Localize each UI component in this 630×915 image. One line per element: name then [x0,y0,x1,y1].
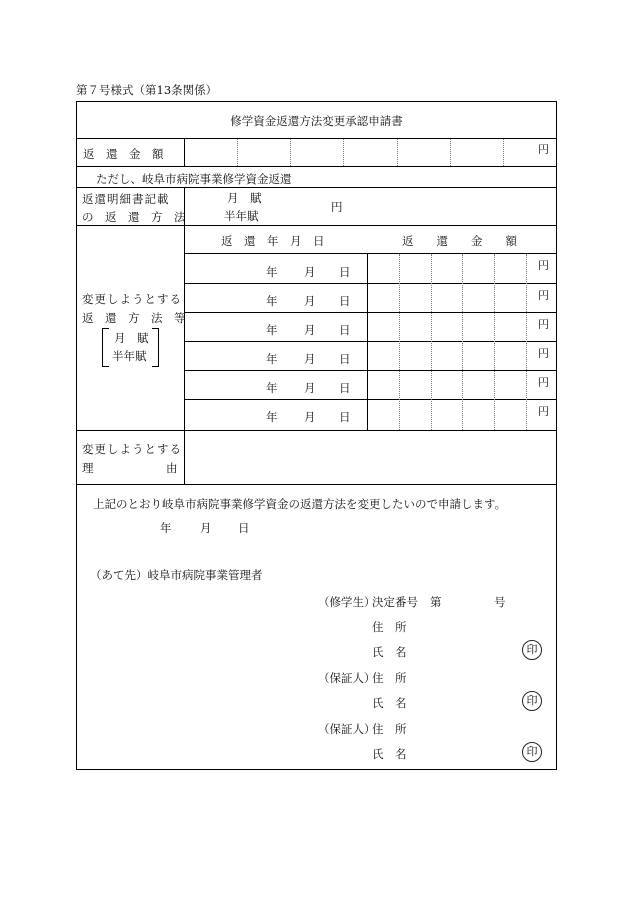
reason-label-1: 変更しようとする [82,442,182,456]
guarantor2-address-label: 住 所 [372,722,407,736]
row-month: 月 [304,381,316,395]
statement-method-unit: 円 [331,200,343,214]
guarantor1-address-label: 住 所 [372,671,407,685]
row-unit: 円 [538,259,549,272]
frame-bottom [76,769,557,770]
seal-icon: 印 [522,742,542,762]
repayment-amount-label: 返 還 金 額 [83,147,164,161]
row-month: 月 [304,323,316,337]
row-year: 年 [266,323,278,337]
form-number-label: 第７号様式（第13条関係） [76,83,218,97]
frame-right [556,101,557,770]
row-day: 日 [339,294,351,308]
row-year: 年 [266,294,278,308]
row-year: 年 [266,352,278,366]
decision-dai: 第 [430,595,442,609]
reason-label-yu: 由 [166,461,178,475]
guarantor2-role: （保証人） [318,722,376,736]
row-day: 日 [339,410,351,424]
row-unit: 円 [538,376,549,389]
statement-method-label-1: 返還明細書記載 [82,192,170,206]
student-name-label: 氏 名 [372,645,407,659]
date-year: 年 [160,521,172,535]
row-unit: 円 [538,318,549,331]
row-year: 年 [266,265,278,279]
addressee: （あて先）岐阜市病院事業管理者 [90,568,263,582]
row-day: 日 [339,323,351,337]
note-text: ただし、岐阜市病院事業修学資金返還 [96,172,292,186]
header-repayment-amount: 返 還 金 額 [402,234,517,248]
header-repayment-date: 返 還 年 月 日 [221,234,325,248]
statement-opt-monthly: 月 賦 [227,191,262,205]
row-day: 日 [339,352,351,366]
row-unit: 円 [538,347,549,360]
repayment-amount-unit: 円 [538,143,549,156]
decision-number-label: 決定番号 [372,595,418,609]
frame-top [76,101,557,102]
guarantor1-name-label: 氏 名 [372,696,407,710]
date-month: 月 [200,521,212,535]
reason-label-ri: 理 [82,461,94,475]
student-address-label: 住 所 [372,620,407,634]
bracket-opt-semiannual: 半年賦 [112,349,147,363]
repayment-amount-field[interactable] [186,141,551,164]
bracket-right [152,328,159,367]
reason-field[interactable] [186,432,554,482]
row-month: 月 [304,352,316,366]
decision-go: 号 [494,595,506,609]
statement-opt-semiannual: 半年賦 [224,209,259,223]
row-unit: 円 [538,405,549,418]
seal-icon: 印 [522,691,542,711]
row-month: 月 [304,265,316,279]
student-role: （修学生） [318,595,376,609]
change-method-label-2: 返 還 方 法 等 [82,311,186,325]
row-month: 月 [304,294,316,308]
change-method-label-1: 変更しようとする [82,292,182,306]
frame-left [76,101,77,770]
bracket-opt-monthly: 月 賦 [114,331,149,345]
form-title: 修学資金返還方法変更承認申請書 [230,114,403,128]
guarantor1-role: （保証人） [318,671,376,685]
row-year: 年 [266,381,278,395]
row-month: 月 [304,410,316,424]
declaration-text: 上記のとおり岐阜市病院事業修学資金の返還方法を変更したいので申請します。 [93,497,507,511]
bracket-left [102,328,109,367]
row-year: 年 [266,410,278,424]
statement-method-label-2: の 返 還 方 法 [82,210,186,224]
seal-icon: 印 [522,640,542,660]
date-day: 日 [238,521,250,535]
row-day: 日 [339,381,351,395]
row-day: 日 [339,265,351,279]
guarantor2-name-label: 氏 名 [372,747,407,761]
row-unit: 円 [538,289,549,302]
